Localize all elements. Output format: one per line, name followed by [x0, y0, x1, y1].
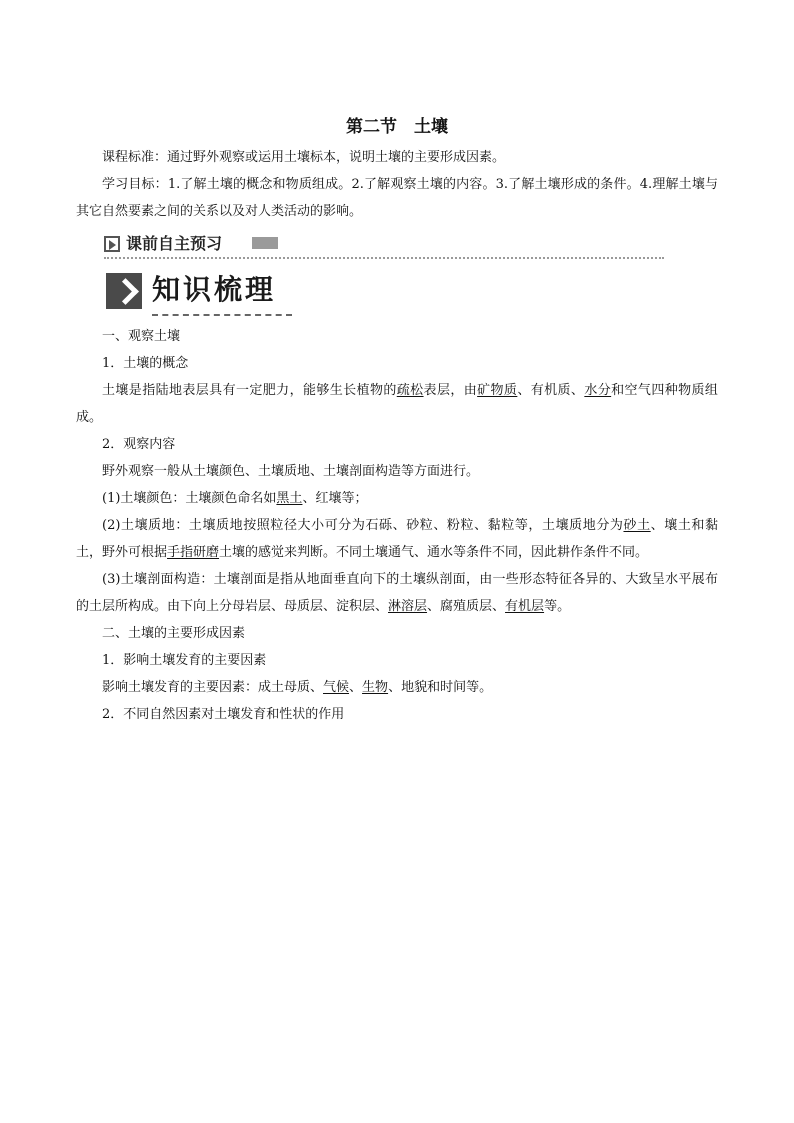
- section2-sub1-heading: 1．影响土壤发育的主要因素: [102, 653, 267, 668]
- preview-banner: [104, 229, 664, 263]
- text-run: 表层，由: [423, 383, 478, 398]
- banner-dotted-divider: [104, 257, 664, 259]
- soil-concept-paragraph: [76, 377, 718, 431]
- soil-color-item: [76, 485, 718, 512]
- answer-underline: 水分: [584, 383, 612, 398]
- soil-profile-item: [76, 566, 718, 620]
- banner-decoration: [252, 237, 278, 249]
- answer-underline: 矿物质: [477, 383, 518, 398]
- text-run: (3)土壤剖面构造：土壤剖面是指从地面垂直向下的土壤纵剖面，由一些形态特征各异的、大致呈水平展布的土层所构成。由下向上分母岩层、母质层、淀积层、: [76, 572, 718, 614]
- text-run: 、有机质、: [517, 383, 585, 398]
- answer-underline: 气候: [323, 680, 350, 695]
- answer-underline: 黑土: [276, 491, 303, 506]
- text-run: 、: [349, 680, 363, 695]
- knowledge-header-underline: [152, 314, 292, 316]
- text-run: 和空气四种物质组成。: [76, 383, 718, 425]
- course-standard-label: 课程标准：: [102, 150, 168, 165]
- course-standard-text: 通过野外观察或运用土壤标本，说明土壤的主要形成因素。: [167, 150, 506, 165]
- text-run: 等。: [544, 599, 571, 614]
- observation-paragraph: 野外观察一般从土壤颜色、土壤质地、土壤剖面构造等方面进行。: [102, 464, 480, 479]
- answer-underline: 手指研磨: [167, 545, 220, 560]
- answer-underline: 生物: [362, 680, 389, 695]
- text-run: 、壤土和黏土，野外可根据: [76, 518, 718, 560]
- text-run: 影响土壤发育的主要因素：成土母质、: [102, 680, 324, 695]
- page-content: [76, 112, 718, 728]
- answer-underline: 砂土: [623, 518, 651, 533]
- soil-texture-item: [76, 512, 718, 566]
- text-run: 、地貌和时间等。: [388, 680, 493, 695]
- preview-banner-label: 课前自主预习: [126, 234, 223, 253]
- learning-goals-text: 1.了解土壤的概念和物质组成。2.了解观察土壤的内容。3.了解土壤形成的条件。4.理解土壤与其它自然要素之间的关系以及对人类活动的影响。: [76, 177, 718, 219]
- text-run: 土壤是指陆地表层具有一定肥力，能够生长植物的: [102, 383, 397, 398]
- text-run: 、腐殖质层、: [427, 599, 506, 614]
- section2-heading: 二、土壤的主要形成因素: [102, 626, 246, 641]
- answer-underline: 有机层: [505, 599, 545, 614]
- text-run: (1)土壤颜色：土壤颜色命名如: [102, 491, 277, 506]
- section1-sub2-heading: 2．观察内容: [102, 437, 176, 452]
- arrow-down-right-icon: [106, 273, 142, 309]
- play-box-icon: [104, 236, 120, 252]
- knowledge-header-label: 知识梳理: [152, 273, 277, 306]
- learning-goals-label: 学习目标：: [102, 177, 168, 192]
- section1-sub1-heading: 1．土壤的概念: [102, 356, 189, 371]
- section2-sub2-heading: 2．不同自然因素对土壤发育和性状的作用: [102, 707, 345, 722]
- text-run: (2)土壤质地：土壤质地按照粒径大小可分为石砾、砂粒、粉粒、黏粒等，土壤质地分为: [102, 518, 624, 533]
- section1-heading: 一、观察土壤: [102, 329, 181, 344]
- course-standard: [76, 144, 718, 171]
- knowledge-header: [104, 271, 364, 323]
- learning-goals: [76, 171, 718, 225]
- page-title: 第二节 土壤: [346, 117, 448, 137]
- answer-underline: 疏松: [396, 383, 424, 398]
- text-run: 土壤的感觉来判断。不同土壤通气、通水等条件不同，因此耕作条件不同。: [219, 545, 649, 560]
- text-run: 、红壤等；: [302, 491, 368, 506]
- formation-factors-paragraph: [76, 674, 718, 701]
- answer-underline: 淋溶层: [388, 599, 428, 614]
